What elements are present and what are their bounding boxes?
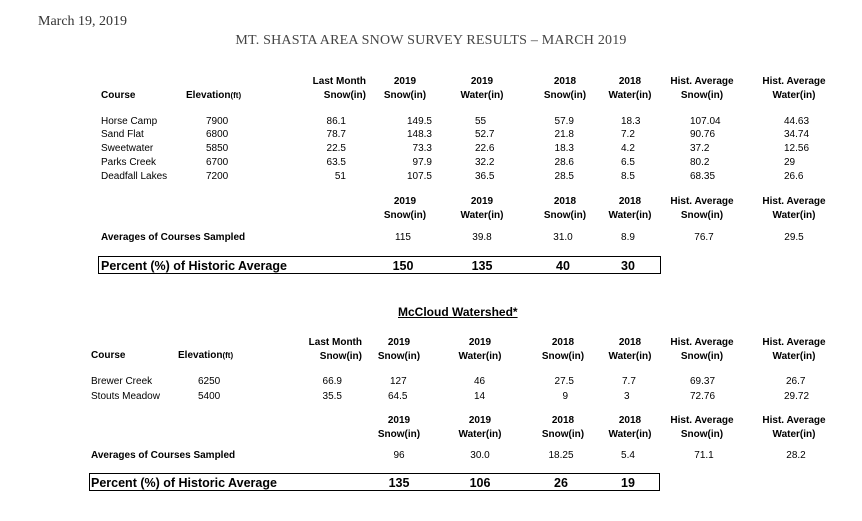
hist-snow: 68.35 — [690, 171, 716, 182]
course-elevation: 6700 — [206, 157, 229, 168]
course-name: Sand Flat — [101, 129, 144, 140]
snow-2018: 21.8 — [554, 129, 574, 140]
snow-2018: 28.6 — [554, 157, 574, 168]
col-header-2019-water: 2019 Water(in) — [458, 337, 502, 362]
snow-2019: 73.3 — [412, 143, 432, 154]
col-header-last-month: Last Month Snow(in) — [308, 337, 362, 362]
col-header-2018-snow: 2018 Snow(in) — [541, 337, 585, 362]
pct-snow-2018: 26 — [554, 476, 568, 490]
avg-header-2018-snow: 2018 Snow(in) — [541, 415, 585, 440]
hist-water: 12.56 — [784, 143, 810, 154]
avg-header-hist-water: Hist. Average Water(in) — [762, 196, 826, 221]
water-2019: 36.5 — [475, 171, 495, 182]
course-name: Brewer Creek — [91, 376, 153, 387]
snow-2018: 28.5 — [554, 171, 574, 182]
avg-header-2018-water: 2018 Water(in) — [608, 196, 652, 221]
averages-label: Averages of Courses Sampled — [101, 232, 246, 243]
avg-snow-2018: 31.0 — [553, 232, 573, 243]
col-header-2019-water: 2019 Water(in) — [460, 76, 504, 101]
col-header-2019-snow: 2019 Snow(in) — [377, 337, 421, 362]
water-2018: 18.3 — [621, 116, 641, 127]
avg-water-2018: 8.9 — [621, 232, 635, 243]
document-date: March 19, 2019 — [38, 14, 128, 29]
hist-water: 34.74 — [784, 129, 810, 140]
avg-header-hist-snow: Hist. Average Snow(in) — [670, 415, 734, 440]
hist-water: 29.72 — [784, 391, 810, 402]
last-month-snow: 86.1 — [326, 116, 346, 127]
hist-snow: 107.04 — [690, 116, 721, 127]
pct-snow-2018: 40 — [556, 259, 570, 273]
hist-snow: 72.76 — [690, 391, 716, 402]
water-2018: 6.5 — [621, 157, 635, 168]
hist-water: 26.7 — [786, 376, 806, 387]
avg-water-2019: 39.8 — [472, 232, 492, 243]
avg-snow-2019: 115 — [395, 232, 411, 243]
avg-header-hist-snow: Hist. Average Snow(in) — [670, 196, 734, 221]
avg-header-2019-snow: 2019 Snow(in) — [383, 196, 427, 221]
snow-2019: 64.5 — [388, 391, 408, 402]
averages-label: Averages of Courses Sampled — [91, 450, 236, 461]
last-month-snow: 66.9 — [322, 376, 342, 387]
last-month-snow: 35.5 — [322, 391, 342, 402]
snow-2018: 57.9 — [554, 116, 574, 127]
hist-snow: 37.2 — [690, 143, 710, 154]
course-elevation: 5850 — [206, 143, 229, 154]
col-header-hist-water: Hist. Average Water(in) — [762, 76, 826, 101]
avg-header-2019-water: 2019 Water(in) — [460, 196, 504, 221]
last-month-snow: 51 — [334, 171, 346, 182]
water-2019: 55 — [475, 116, 487, 127]
snow-2019: 148.3 — [406, 129, 432, 140]
water-2019: 14 — [474, 391, 486, 402]
hist-water: 29 — [784, 157, 796, 168]
hist-snow: 69.37 — [690, 376, 716, 387]
percent-label: Percent (%) of Historic Average — [91, 476, 277, 490]
col-header-course: Course — [101, 90, 136, 101]
avg-header-2018-snow: 2018 Snow(in) — [543, 196, 587, 221]
pct-water-2019: 106 — [469, 476, 491, 490]
avg-snow-2019: 96 — [393, 450, 405, 461]
water-2019: 46 — [474, 376, 486, 387]
col-header-2018-water: 2018 Water(in) — [608, 76, 652, 101]
water-2019: 22.6 — [475, 143, 495, 154]
pct-water-2018: 30 — [621, 259, 635, 273]
water-2019: 32.2 — [475, 157, 495, 168]
course-name: Deadfall Lakes — [101, 171, 168, 182]
hist-water: 26.6 — [784, 171, 804, 182]
pct-water-2018: 19 — [621, 476, 635, 490]
last-month-snow: 22.5 — [326, 143, 346, 154]
water-2018: 4.2 — [621, 143, 635, 154]
pct-snow-2019: 135 — [388, 476, 410, 490]
water-2018: 3 — [624, 391, 630, 402]
col-header-elevation: Elevation(ft) — [186, 90, 242, 101]
water-2018: 7.7 — [622, 376, 636, 387]
course-elevation: 5400 — [198, 391, 221, 402]
avg-header-2019-water: 2019 Water(in) — [458, 415, 502, 440]
course-elevation: 6800 — [206, 129, 229, 140]
snow-2018: 27.5 — [554, 376, 574, 387]
course-name: Horse Camp — [101, 116, 158, 127]
col-header-course: Course — [91, 350, 126, 361]
course-name: Sweetwater — [101, 143, 154, 154]
last-month-snow: 78.7 — [326, 129, 346, 140]
water-2019: 52.7 — [475, 129, 495, 140]
avg-hist-water: 28.2 — [786, 450, 806, 461]
snow-2018: 9 — [562, 391, 568, 402]
avg-water-2018: 5.4 — [621, 450, 635, 461]
water-2018: 8.5 — [621, 171, 635, 182]
snow-2019: 149.5 — [406, 116, 432, 127]
col-header-hist-water: Hist. Average Water(in) — [762, 337, 826, 362]
avg-water-2019: 30.0 — [470, 450, 490, 461]
avg-hist-water: 29.5 — [784, 232, 804, 243]
snow-2018: 18.3 — [554, 143, 574, 154]
water-2018: 7.2 — [621, 129, 635, 140]
avg-header-2019-snow: 2019 Snow(in) — [377, 415, 421, 440]
hist-snow: 90.76 — [690, 129, 716, 140]
avg-snow-2018: 18.25 — [548, 450, 574, 461]
last-month-snow: 63.5 — [326, 157, 346, 168]
hist-snow: 80.2 — [690, 157, 710, 168]
hist-water: 44.63 — [784, 116, 810, 127]
course-name: Stouts Meadow — [91, 391, 160, 402]
col-header-hist-snow: Hist. Average Snow(in) — [670, 76, 734, 101]
avg-header-hist-water: Hist. Average Water(in) — [762, 415, 826, 440]
pct-snow-2019: 150 — [392, 259, 414, 273]
percent-label: Percent (%) of Historic Average — [101, 259, 287, 273]
col-header-last-month: Last Month Snow(in) — [312, 76, 366, 101]
section-heading: McCloud Watershed* — [398, 305, 518, 319]
course-name: Parks Creek — [101, 157, 157, 168]
col-header-2019-snow: 2019 Snow(in) — [383, 76, 427, 101]
avg-header-2018-water: 2018 Water(in) — [608, 415, 652, 440]
col-header-hist-snow: Hist. Average Snow(in) — [670, 337, 734, 362]
snow-2019: 127 — [390, 376, 407, 387]
pct-water-2019: 135 — [471, 259, 493, 273]
course-elevation: 7900 — [206, 116, 229, 127]
avg-hist-snow: 76.7 — [694, 232, 714, 243]
col-header-elevation: Elevation(ft) — [178, 350, 234, 361]
snow-2019: 107.5 — [406, 171, 432, 182]
avg-hist-snow: 71.1 — [694, 450, 714, 461]
col-header-2018-water: 2018 Water(in) — [608, 337, 652, 362]
course-elevation: 6250 — [198, 376, 221, 387]
col-header-2018-snow: 2018 Snow(in) — [543, 76, 587, 101]
document-title: MT. SHASTA AREA SNOW SURVEY RESULTS – MARCH 2019 — [235, 33, 627, 48]
snow-2019: 97.9 — [412, 157, 432, 168]
course-elevation: 7200 — [206, 171, 229, 182]
